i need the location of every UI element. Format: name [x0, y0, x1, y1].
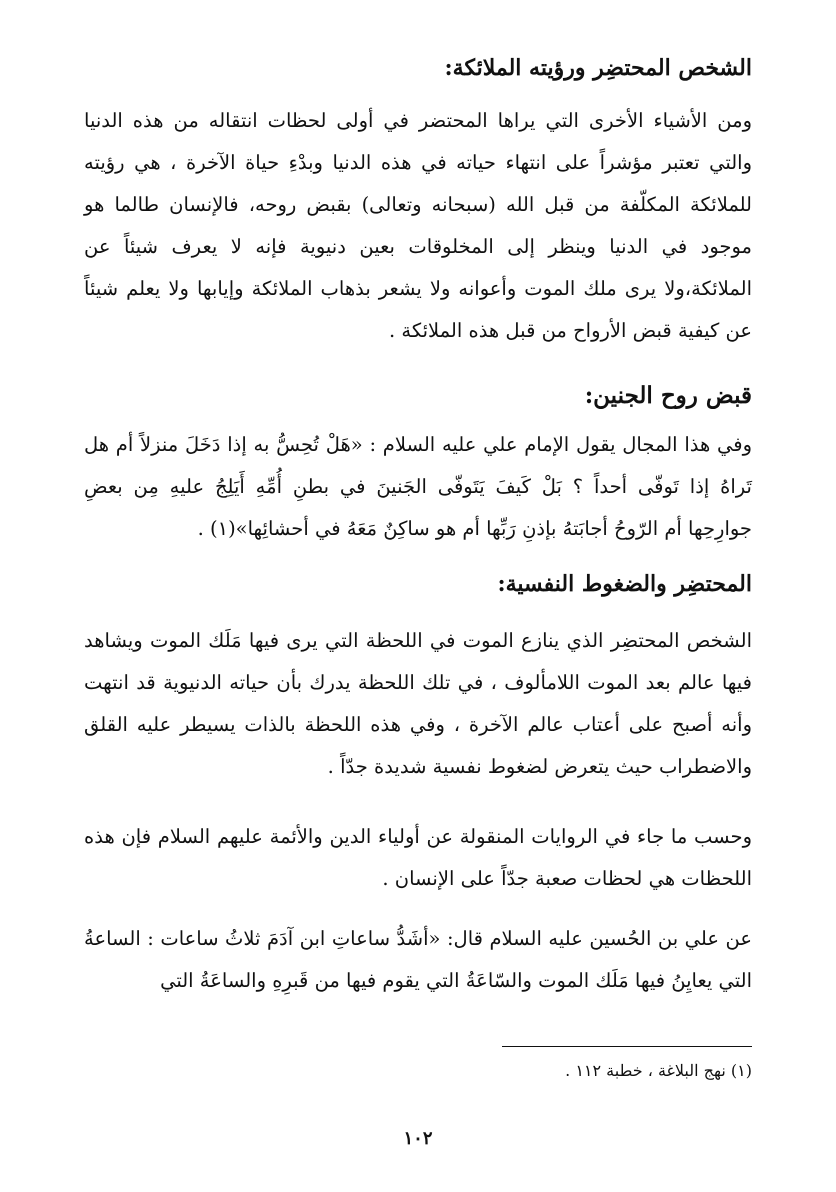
paragraph-narrations: وحسب ما جاء في الروايات المنقولة عن أولياء الدين والأئمة عليهم السلام فإن هذه اللحظات هي لحظات صعبة جدّاً على الإنسان .: [84, 825, 752, 890]
paragraph-angels: ومن الأشياء الأخرى التي يراها المحتضر في أولى لحظات انتقاله من هذه الدنيا والتي تعتبر مؤشراً على انتهاء حياته في هذه الدنيا وبدْءِ حياة الآخرة ، هي رؤيته للملائكة المكلّفة من قبل الله (سبحانه وتعالى) بقبض روحه، فالإنسان طالما هو موجود في الدنيا وينظر إلى المخلوقات بعين دنيوية فإنه لا يعرف شيئاً عن الملائكة،ولا يرى ملك الموت وأعوانه ولا يشعر بذهاب الملائكة وإيابها ولا يعلم شيئاً عن كيفية قبض الأرواح من قبل هذه الملائكة .: [84, 109, 752, 342]
footnote-divider: [502, 1046, 752, 1047]
paragraph-pressure: الشخص المحتضِر الذي ينازع الموت في اللحظة التي يرى فيها مَلَك الموت ويشاهد فيها عالم بعد الموت اللامألوف ، في تلك اللحظة يدرك بأن حياته الدنيوية قد انتهت وأنه أصبح على أعتاب عالم الآخرة ، وفي هذه اللحظة بالذات يسيطر عليه القلق والاضطراب حيث يتعرض لضغوط نفسية شديدة جدّاً .: [84, 629, 752, 778]
paragraph-hadith: عن علي بن الحُسين عليه السلام قال: «أشَدُّ ساعاتِ ابن آدَمَ ثلاثُ ساعات : الساعةُ التي يعايِنُ فيها مَلَك الموت والسّاعَةُ التي يقوم فيها من قَبرِهِ والساعَةُ التي: [84, 927, 752, 992]
page-body: [84, 48, 752, 1002]
footnote: (١) نهج البلاغة ، خطبة ١١٢ .: [565, 1061, 752, 1080]
page-number: ١٠٢: [403, 1128, 433, 1149]
section-heading-psychological-pressure: المحتضِر والضغوط النفسية:: [497, 571, 752, 597]
section-heading-fetus: قبض روح الجنين:: [584, 382, 752, 409]
section-heading-angels: الشخص المحتضِر ورؤيته الملائكة:: [444, 55, 752, 81]
paragraph-fetus-quote: وفي هذا المجال يقول الإمام علي عليه السلام : «هَلْ تُحِسُّ به إذا دَخَلَ منزلاً أم هل تَراهُ إذا تَوفّى أحداً ؟ بَلْ كَيفَ يَتَوفّى الجَنينَ في بطنِ أُمِّهِ أَيَلِجُ عليهِ مِن بعضِ جوارِحِها أم الرّوحُ أجابَتهُ بإذنِ رَبِّها أم هو ساكِنٌ مَعَهُ في أحشائِها»(١) .: [84, 433, 752, 540]
